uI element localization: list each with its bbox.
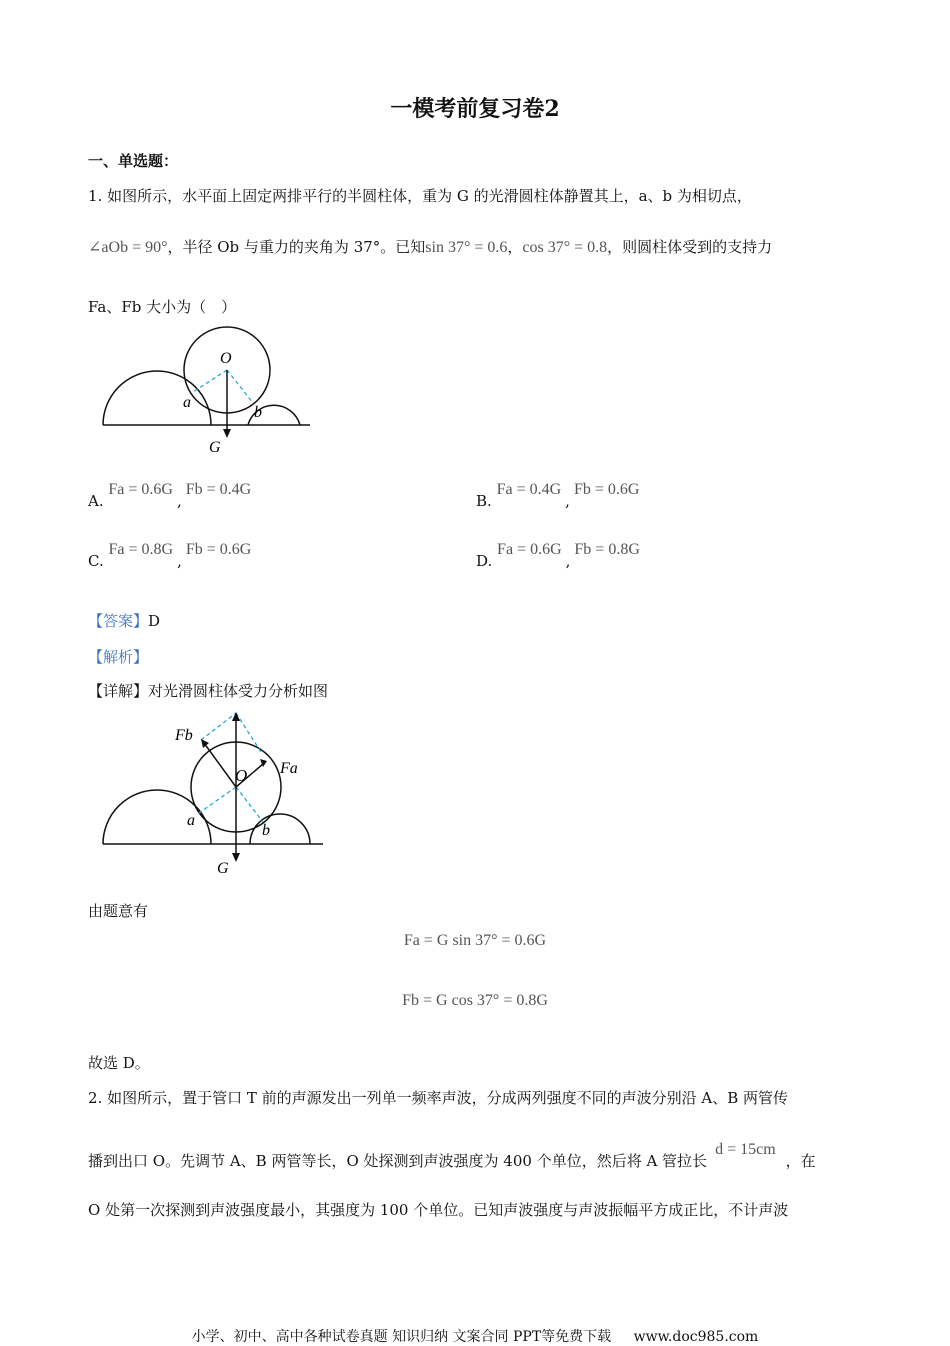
footer-text: 小学、初中、高中各种试卷真题 知识归纳 文案合同 PPT等免费下载: [191, 1329, 612, 1345]
radius-ob-2: [236, 787, 263, 822]
option-b-fa: Fa = 0.4G: [496, 481, 562, 498]
option-b-fb: Fb = 0.6G: [573, 481, 640, 498]
q1-angle: ∠aOb = 90°: [88, 239, 168, 256]
page-title: 一模考前复习卷2: [390, 96, 560, 122]
section-heading: 一、单选题：: [88, 152, 179, 170]
q1-cos: cos 37° = 0.8: [522, 239, 608, 256]
label-a: a: [183, 394, 191, 411]
option-a[interactable]: A. Fa = 0.6G,Fb = 0.4G: [88, 481, 252, 510]
gravity-arrowhead-2: [232, 853, 240, 862]
parallelogram-edge-2: [236, 713, 261, 752]
answer-tag: 【答案】: [88, 612, 149, 630]
q1-line2: ∠aOb = 90°，半径 Ob 与重力的夹角为 37°。已知sin 37° = 0.6，cos 37° = 0.8，则圆柱体受到的支持力: [88, 238, 773, 256]
analysis-tag: 【解析】: [88, 648, 149, 666]
label-g: G: [209, 439, 221, 456]
given-line: 由题意有: [88, 902, 149, 920]
q1-line3: Fa、Fb 大小为（ ）: [88, 298, 237, 316]
q2-d-value: d = 15cm: [715, 1141, 776, 1158]
radius-oa-2: [199, 787, 236, 813]
conclusion-line: 故选 D。: [88, 1054, 150, 1072]
option-b[interactable]: B. Fa = 0.4G,Fb = 0.6G: [476, 481, 640, 510]
label-fa: Fa: [280, 760, 298, 777]
answer-line: [88, 610, 160, 631]
q1-figure: [95, 325, 320, 460]
option-a-letter: A.: [88, 492, 104, 510]
footer-url[interactable]: www.doc985.com: [633, 1329, 759, 1345]
option-d-fa: Fa = 0.6G: [497, 541, 562, 558]
option-d-fb: Fb = 0.8G: [574, 541, 640, 558]
option-c-fa: Fa = 0.8G: [108, 541, 174, 558]
label-b: b: [254, 404, 262, 421]
label-a-2: a: [187, 812, 195, 829]
right-half-cylinder-2: [250, 814, 310, 844]
option-c-fb: Fb = 0.6G: [185, 541, 252, 558]
option-a-fb: Fb = 0.4G: [185, 481, 252, 498]
force-analysis-figure: [95, 705, 330, 880]
radius-oa: [193, 370, 227, 392]
q1-sin: sin 37° = 0.6: [425, 239, 508, 256]
q1-line1: 1. 如图所示，水平面上固定两排平行的半圆柱体，重为 G 的光滑圆柱体静置其上，a、b 为相切点，: [88, 187, 752, 205]
label-g-2: G: [217, 860, 229, 877]
parallelogram-edge-1: [201, 713, 236, 740]
q2-line1: 2. 如图所示，置于管口 T 前的声源发出一列单一频率声波，分成两列强度不同的声波分别沿 A、B 两管传: [88, 1089, 789, 1107]
equation-fa: Fa = G sin 37° = 0.6G: [403, 932, 547, 949]
q2-line2: [88, 1141, 816, 1171]
option-b-letter: B.: [476, 492, 492, 510]
detail-line: 【详解】对光滑圆柱体受力分析如图: [88, 682, 329, 700]
gravity-arrowhead: [223, 429, 231, 438]
fb-arrowhead: [201, 739, 209, 748]
q2-line2-start: 播到出口 O。先调节 A、B 两管等长，O 处探测到声波强度为 400 个单位，然后将 A 管拉长: [88, 1152, 708, 1170]
answer-value: D: [148, 612, 161, 630]
q1-line2-mid: ，半径 Ob 与重力的夹角为 37°。已知: [167, 238, 426, 256]
option-c[interactable]: C. Fa = 0.8G,Fb = 0.6G: [88, 541, 252, 570]
q1-line2-end: ，则圆柱体受到的支持力: [607, 238, 773, 256]
label-b-2: b: [262, 822, 270, 839]
page-footer: [0, 1326, 950, 1346]
fb-arrow: [204, 743, 236, 787]
option-d-letter: D.: [476, 552, 493, 570]
radius-ob: [227, 370, 253, 403]
option-a-fa: Fa = 0.6G: [108, 481, 173, 498]
q2-line2-end: ，在: [785, 1152, 816, 1170]
resultant-arrowhead: [232, 712, 240, 721]
option-d[interactable]: D. Fa = 0.6G,Fb = 0.8G: [476, 541, 640, 570]
label-fb: Fb: [175, 727, 193, 744]
option-c-letter: C.: [88, 552, 104, 570]
label-o: O: [220, 350, 232, 367]
q2-line3: O 处第一次探测到声波强度最小，其强度为 100 个单位。已知声波强度与声波振幅平方成正比，不计声波: [88, 1201, 789, 1219]
label-o-2: O: [235, 766, 248, 785]
equation-fb: Fb = G cos 37° = 0.8G: [402, 992, 548, 1009]
